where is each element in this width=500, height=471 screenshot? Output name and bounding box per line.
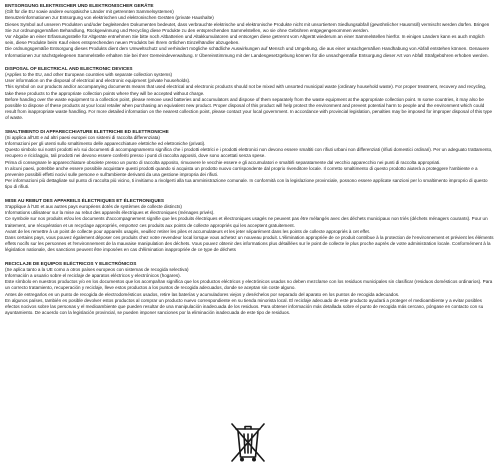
section-text: (Si applica all'UE e ad altri paesi europei con sistemi di raccolta differenziata) Informazioni per gli utenti sullo smaltimento delle apparecchiature elettriche ed elettroniche (privati). Questo simbolo sui nostri prodotti e/o sui documenti di accompagnamento significa che i prodotti elettrici e i prodotti elettronici non devono essere smaltiti con rifiuti urbani non differenziati (rifiuti domestici ordinari). Per un adeguato trattamento, recupero e riciclaggio, tali prodotti nei devono essere conferiti presso i punti di raccolta appositi, dove sono accettati senza spese. Prima di consegnare le apparecchiature obsolete presso un punto di raccolta apposito, rimuovere le vecchie essere e gli accumulatori e smaltirli separatamente dal vecchio apparecchio nei punti di raccolta appropriati. In alcuni paesi, potrebbe anche essere possibile acquistare questi prodotti quando si acquista un prodotto nuovo corrispondente dal proprio rivenditore locale. Il corretto smaltimento di questo prodotto aiuterà a proteggere l'ambiente e a prevenire possibili effetti nocivi sulle persone e sull'ambiente derivanti da una gestione impropria dei rifiuti. Per informazioni più dettagliate sul punto di raccolta più vicino, ti invitiamo a rivolgerti alla tua amministrazione comunale. In conformità con la legislazione provinciale, possono essere applicate sanzioni per lo smaltimento improprio di questo tipo di rifiuti. — [5, 134, 493, 190]
section-heading: DISPOSAL OF ELECTRICAL AND ELECTRONIC DEVICES — [5, 65, 133, 71]
section-text: (Gilt für die EU sowie andere europäische Länder mit getrennten Sammelsystemen) Benutzerinformationen zur Entsorgung von elektrischen und elektronischen Geräten (private Haushalte) Dieses Symbol auf unseren Produkten und/oder begleitenden Dokumenten bedeutet, dass verbrauchte elektrische und elektronische Produkte nicht mit unsortiertem Siedlungsabfall (gewöhnlicher Hausmüll) vermischt werden dürfen. Bringen Sie zur ordnungsgemäßen Behandlung, Rückgewinnung und Recycling diese Produkte zu den entsprechenden Sammelstellen, wo sie ohne Gebühren entgegengenommen werden. Vor Abgabe an einer Erfassungsstelle für Altgeräte entnehmen Sie bitte noch Altbatterien und Altakkumulatoren und entsorgen diese getrennt vom Altgerät wiederum an einer Sammelstellen hierfür. In einigen Ländern kann es auch möglich sein, diese Produkte beim Kauf eines entsprechenden neuen Produkts bei Ihrem örtlichen Einzelhändler abzugeben. Die ordnungsgemäße Entsorgung dieses Produkts dient dem Umweltschutz und verhindert mögliche schädliche Auswirkungen auf Mensch und Umgebung, die aus einer unsachgemäßen Handhabung von Abfall entstehen können. Genauere Informationen zur nächstgelegenen Sammelstelle erhalten Sie bei Ihrer Gemeindeverwaltung. Ir Übereinstimmung mit der Landesgesetzgebung können für die unsachgemäße Entsorgung dieser Art von Abfall Strafgebühren erhoben werden. — [5, 9, 490, 58]
section-english — [5, 66, 495, 122]
section-text: (Se aplica tanto a la UE como a otros países europeos con sistemas de recogida selectiva) Información a usuario sobre el reciclaje de aparatos eléctricos y electrónicos (hogares). Este símbolo en nuestros productos y/o en los documentos que los acompañan significa que los productos eléctricos y electrónicos usados no deben mezclarse con los residuos municipales sin clasificar (residuos domésticos ordinarios). Para un correcto tratamiento, recuperación y reciclaje, lleve estos productos a los puntos de recogida adecuados, donde se aceptan sin coste alguno. Antes de entregarlos en un punto de recogida de electrodomésticos usados, retire las baterías y acumuladores viejos y deséchelos por separado del aparato en los puntos de recogida adecuados. En algunos países, también es posible devolver estos productos al comprar un producto nuevo correspondiente en su tienda minorista local. El reciclaje adecuado de este producto ayudará a proteger el medioambiente y a evitar posibles efectos nocivos sobre las personas y el medioambiente que pueden resultar de una manipulación inadecuada de los residuos. Para obtener información más detallada sobre el punto de recogida más cercano, póngase en contacto con su ayuntamiento. De acuerdo con la legislación provincial, se pueden imponer sanciones por la eliminación inadecuada de este tipo de residuos. — [5, 266, 493, 316]
section-heading: MISE AU REBUT DES APPAREILS ÉLECTRIQUES ET ÉLECTRONIQUES — [5, 197, 164, 203]
section-heading: ENTSORGUNG ELEKTRISCHER UND ELEKTRONISCHER GERÄTE — [5, 3, 154, 8]
section-text: (Applies to the EU, and other European countries with separate collection systems) User information on the disposal of electrical and electronic equipment (private households). This symbol on our products and/or accompanying documents means that used electrical and electronic products should not be mixed with unsorted municipal waste (ordinary household waste). For proper treatment, recovery and recycling, take these products to the appropriate collection points where they will be accepted without charge. Before handing over the waste equipment to a collection point, please remove used batteries and accumulators and dispose of them separately from the waste equipment at the appropriate collection point. In some countries, it may also be possible to dispose of these products at your local retailer when purchasing an equivalent new product. Proper disposal of this product will help protect the environment and prevent potential harm to people and the environment which could result from inappropriate waste handling. For more detailed information on the nearest collection point, please contact your local government. In accordance with provincial legislation, penalties may be imposed for improper disposal of this type of waste. — [5, 72, 493, 121]
section-italian — [5, 129, 495, 191]
crossed-out-wheelie-bin-icon — [227, 420, 269, 466]
section-text: S'applique à l'UE et aux autres pays européens dotés de systèmes de collecte distincts) Informations utilisateur sur la mise au rebut des appareils électriques et électroniques (ménages privés). Ce symbole sur nos produits et/ou les documents d'accompagnement signifie que les produits électriques et électroniques usagés ne peuvent pas être mélangés avec des déchets municipaux non triés (déchets ménagers courants). Pour un traitement, une récupération et un recyclage appropriés, emportez ces produits aux points de collecte appropriés qui les acceptent gratuitement. Avant de les remettre à un point de collecte pour appareils usagés, veuillez retirer les piles et accumulateurs et les jeter séparément dans les points de collecte appropriés à cet effet. Dans certains pays, vous pouvez également déposer ces produits chez votre revendeur local lorsque vous achetez un nouveau produit. L'élimination appropriée de ce produit contribue à la protection de l'environnement et prévient les éléments effets nocifs sur les personnes et l'environnement de la mauvaise manipulation des déchets. Vous pouvez obtenir des informations plus détaillées sur le point de collecte le plus proche auprès de votre administration locale. Conformément à la législation nationale, des sanctions peuvent être imposées en cas d'élimination inappropriée de ce type de déchets — [5, 203, 494, 253]
section-heading: SMALTIMENTO DI APPARECCHIATURE ELETTRICHE ED ELETTRONICHE — [5, 128, 169, 134]
section-french — [5, 198, 495, 254]
section-heading: RECICLAJE DE EQUIPOS ELÉCTRICOS Y ELECTRÓNICOS — [5, 260, 137, 266]
section-spanish — [5, 261, 495, 317]
section-german — [5, 3, 495, 59]
